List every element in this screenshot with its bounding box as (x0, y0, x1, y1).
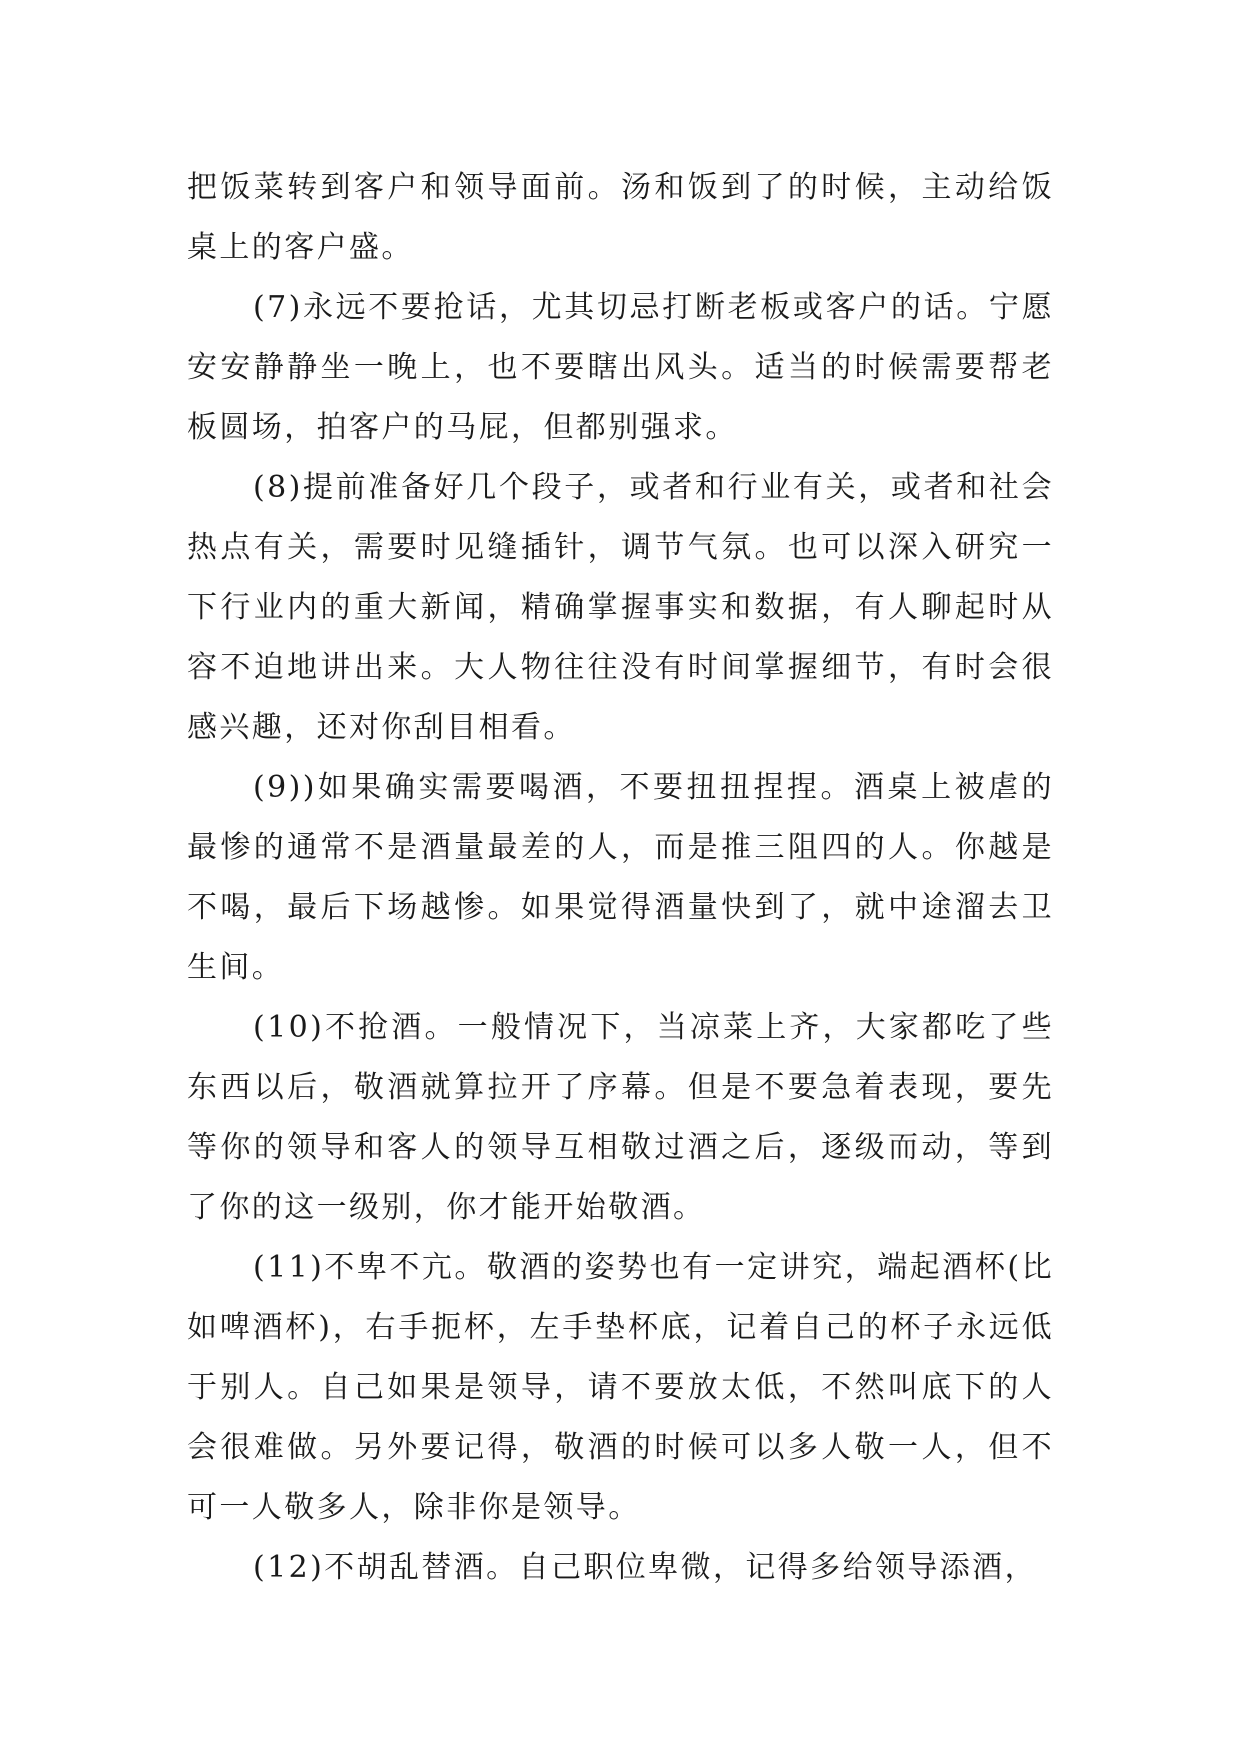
document-body (187, 158, 1054, 1598)
paragraph-continuation: 把饭菜转到客户和领导面前。汤和饭到了的时候，主动给饭桌上的客户盛。 (187, 170, 1054, 265)
paragraph-item-9: (9))如果确实需要喝酒，不要扭扭捏捏。酒桌上被虐的最惨的通常不是酒量最差的人，而是推三阻四的人。你越是不喝，最后下场越惨。如果觉得酒量快到了，就中途溜去卫生间。 (187, 770, 1054, 985)
paragraph-item-12: (12)不胡乱替酒。自己职位卑微，记得多给领导添酒， (253, 1550, 1037, 1585)
paragraph-item-11: (11)不卑不亢。敬酒的姿势也有一定讲究，端起酒杯(比如啤酒杯)，右手扼杯，左手垫杯底，记着自己的杯子永远低于别人。自己如果是领导，请不要放太低，不然叫底下的人会很难做。另外要记得，敬酒的时候可以多人敬一人，但不可一人敬多人，除非你是领导。 (187, 1250, 1054, 1525)
paragraph-item-8: (8)提前准备好几个段子，或者和行业有关，或者和社会热点有关，需要时见缝插针，调节气氛。也可以深入研究一下行业内的重大新闻，精确掌握事实和数据，有人聊起时从容不迫地讲出来。大人物往往没有时间掌握细节，有时会很感兴趣，还对你刮目相看。 (187, 470, 1054, 745)
paragraph-item-10: (10)不抢酒。一般情况下，当凉菜上齐，大家都吃了些东西以后，敬酒就算拉开了序幕。但是不要急着表现，要先等你的领导和客人的领导互相敬过酒之后，逐级而动，等到了你的这一级别，你才能开始敬酒。 (187, 1010, 1054, 1225)
paragraph-item-7: (7)永远不要抢话，尤其切忌打断老板或客户的话。宁愿安安静静坐一晚上，也不要瞎出风头。适当的时候需要帮老板圆场，拍客户的马屁，但都别强求。 (187, 290, 1054, 445)
